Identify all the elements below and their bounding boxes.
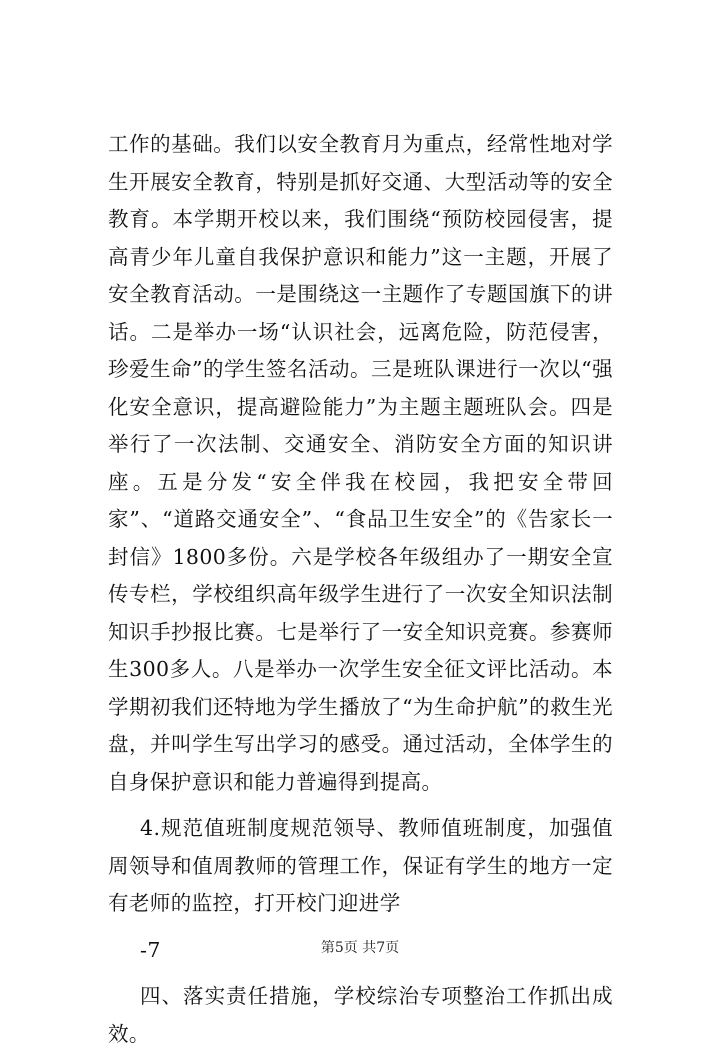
- page-footer: 第5页 共7页: [320, 940, 400, 956]
- paragraph-duty-system: 4.规范值班制度规范领导、教师值班制度，加强值周领导和值周教师的管理工作，保证有学生的地方一定有老师的监控，打开校门迎进学: [108, 816, 613, 915]
- section-heading-responsibility: 四、落实责任措施，学校综治专项整治工作抓出成效。: [108, 984, 613, 1046]
- paragraph-fragment: -7: [140, 937, 161, 962]
- body-text: [108, 126, 613, 1053]
- paragraph-safety-education: 工作的基础。我们以安全教育月为重点，经常性地对学生开展安全教育，特别是抓好交通、大型活动等的安全教育。本学期开校以来，我们围绕“预防校园侵害，提高青少年儿童自我保护意识和能力”这一主题，开展了安全教育活动。一是围绕这一主题作了专题国旗下的讲话。二是举办一场“认识社会，远离危险，防范侵害，珍爱生命”的学生签名活动。三是班队课进行一次以“强化安全意识，提高避险能力”为主题主题班队会。四是举行了一次法制、交通安全、消防安全方面的知识讲座。五是分发“安全伴我在校园，我把安全带回家”、“道路交通安全”、“食品卫生安全”的《告家长一封信》1800多份。六是学校各年级组办了一期安全宣传专栏，学校组织高年级学生进行了一次安全知识法制知识手抄报比赛。七是举行了一安全知识竞赛。参赛师生300多人。八是举办一次学生安全征文评比活动。本学期初我们还特地为学生播放了“为生命护航”的救生光盘，并叫学生写出学习的感受。通过活动，全体学生的自身保护意识和能力普遍得到提高。: [108, 132, 613, 794]
